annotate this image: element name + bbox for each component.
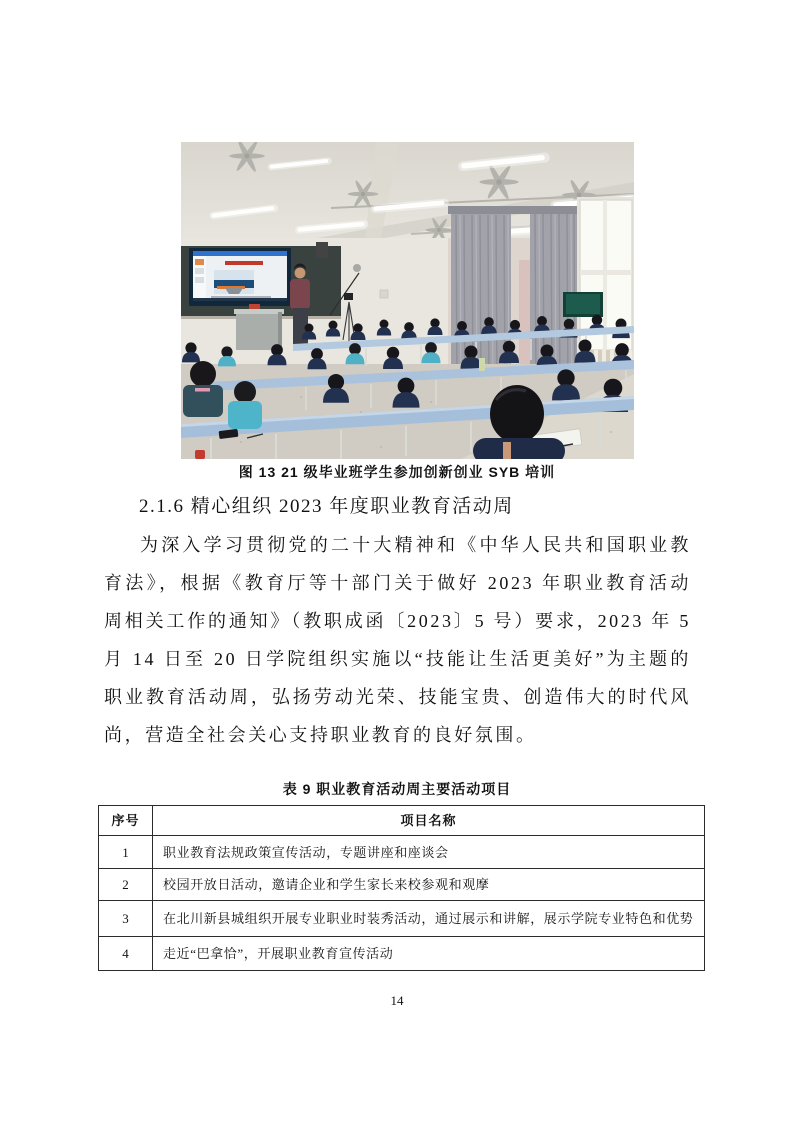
table-row: [99, 901, 705, 937]
row-index: 4: [99, 937, 153, 971]
wall-switch: [380, 290, 388, 298]
col-header-name: 项目名称: [153, 806, 705, 836]
table-row: [99, 937, 705, 971]
figure-13-photo: [181, 142, 634, 459]
table-row: [99, 869, 705, 901]
neck: [503, 442, 511, 459]
row-index: 3: [99, 901, 153, 937]
water-bottle: [479, 358, 485, 371]
table-row: [99, 836, 705, 869]
section-heading: 2.1.6 精心组织 2023 年度职业教育活动周: [139, 496, 514, 517]
red-object: [195, 450, 205, 459]
rear-monitor: [563, 292, 603, 317]
row-index: 1: [99, 836, 153, 869]
body-paragraph: 为深入学习贯彻党的二十大精神和《中华人民共和国职业教育法》，根据《教育厅等十部门关于做好 2023 年职业教育活动周相关工作的通知》（教职成函〔2023〕5 号）要求，2023 年 5 月 14 日至 20 日学院组织实施以“技能让生活更美好”为主题的职业教育活动周，弘扬劳动光荣、技能宝贵、创造伟大的时代风尚，营造全社会关心支持职业教育的良好氛围。: [104, 535, 691, 745]
speaker-box: [316, 242, 328, 258]
red-box: [249, 304, 260, 309]
dome-camera: [353, 264, 361, 272]
classroom-photo-svg: [181, 142, 634, 459]
activity-table: [98, 805, 705, 971]
pink-collar: [195, 388, 210, 392]
table-header-row: [99, 806, 705, 836]
figure-caption: 图 13 21 级毕业班学生参加创新创业 SYB 培训: [238, 464, 556, 480]
row-name: 职业教育法规政策宣传活动，专题讲座和座谈会: [153, 836, 705, 869]
presentation-screen: [189, 248, 291, 306]
row-name: 走近“巴拿恰”，开展职业教育宣传活动: [153, 937, 705, 971]
col-header-index: 序号: [99, 806, 153, 836]
table-title: 表 9 职业教育活动周主要活动项目: [282, 781, 512, 797]
page-number: 14: [390, 993, 404, 1008]
podium: [234, 304, 284, 350]
row-name: 在北川新县城组织开展专业职业时装秀活动，通过展示和讲解，展示学院专业特色和优势: [153, 901, 705, 937]
row-index: 2: [99, 869, 153, 901]
row-name: 校园开放日活动，邀请企业和学生家长来校参观和观摩: [153, 869, 705, 901]
